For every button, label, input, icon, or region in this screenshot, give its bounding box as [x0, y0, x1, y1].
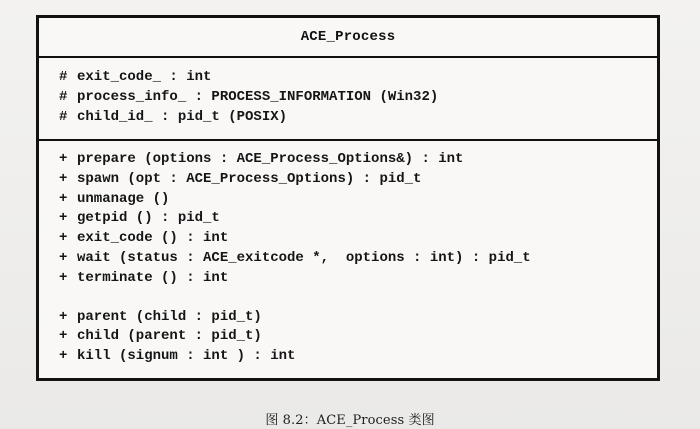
operation-row	[59, 347, 654, 367]
operation-text: child (parent : pid_t)	[77, 328, 262, 345]
operation-row	[59, 150, 654, 170]
operation-row	[59, 249, 654, 269]
visibility-symbol: +	[59, 230, 68, 247]
operation-text: parent (child : pid_t)	[77, 308, 262, 325]
title-divider	[39, 56, 657, 58]
visibility-symbol: +	[59, 269, 68, 286]
attribute-text: process_info_ : PROCESS_INFORMATION (Win32)	[77, 88, 439, 105]
operations-section	[59, 150, 654, 367]
operation-row	[59, 209, 654, 229]
attributes-section	[59, 68, 644, 127]
operation-text: spawn (opt : ACE_Process_Options) : pid_t	[77, 170, 422, 187]
visibility-symbol: +	[59, 190, 68, 207]
operation-text: unmanage ()	[77, 190, 170, 207]
operation-text: terminate () : int	[77, 269, 229, 286]
visibility-symbol: +	[59, 328, 68, 345]
class-name: ACE_Process	[300, 29, 396, 45]
operation-row	[59, 308, 654, 328]
attribute-text: child_id_ : pid_t (POSIX)	[77, 108, 288, 125]
attribute-row	[59, 68, 644, 88]
operation-row	[59, 170, 654, 190]
visibility-symbol: +	[59, 151, 68, 167]
visibility-symbol: +	[59, 170, 68, 187]
operation-text: kill (signum : int ) : int	[77, 348, 296, 365]
visibility-symbol: #	[59, 88, 68, 105]
operation-row	[59, 327, 654, 347]
operation-group-gap	[59, 289, 654, 308]
visibility-symbol: +	[59, 210, 68, 227]
operation-text: exit_code () : int	[77, 230, 229, 247]
attribute-text: exit_code_ : int	[77, 69, 212, 85]
attribute-row	[59, 88, 644, 108]
figure-caption: 图 8.2：ACE_Process 类图	[265, 413, 435, 428]
operation-text: wait (status : ACE_exitcode *, options : int) : pid_t	[77, 249, 531, 266]
operation-row	[59, 190, 654, 210]
visibility-symbol: #	[59, 69, 68, 85]
operation-row	[59, 229, 654, 249]
attribute-row	[59, 108, 644, 128]
visibility-symbol: +	[59, 249, 68, 266]
attributes-divider	[39, 139, 657, 141]
visibility-symbol: +	[59, 348, 68, 365]
visibility-symbol: #	[59, 108, 68, 125]
uml-class-box	[36, 15, 660, 381]
operation-text: getpid () : pid_t	[77, 210, 220, 227]
operation-row	[59, 269, 654, 289]
visibility-symbol: +	[59, 308, 68, 325]
operation-text: prepare (options : ACE_Process_Options&) : int	[77, 151, 464, 167]
